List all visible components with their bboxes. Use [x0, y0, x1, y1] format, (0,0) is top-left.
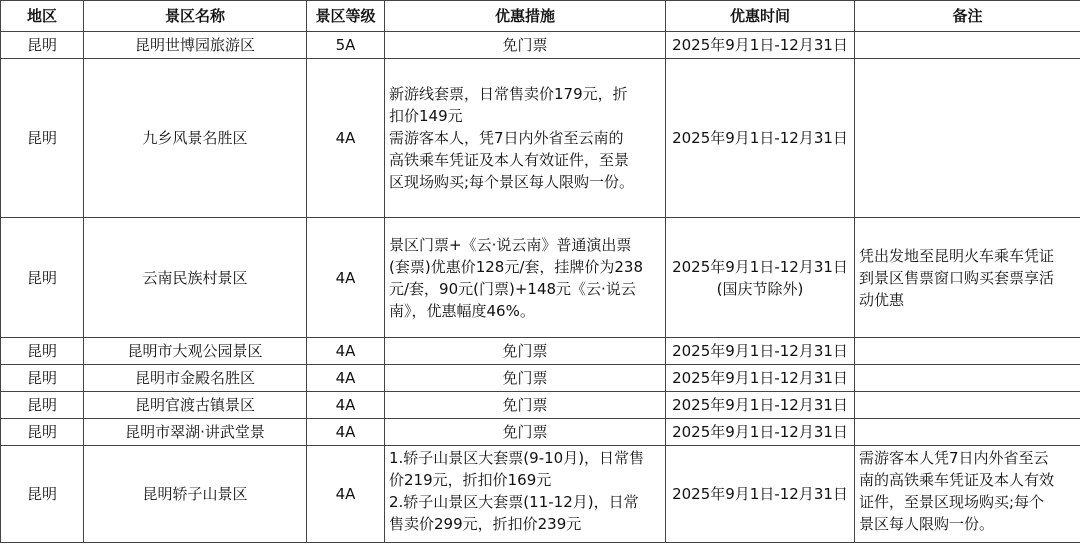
cell-time: [666, 446, 855, 543]
table-row: [1, 32, 1080, 59]
cell-offer: [385, 59, 666, 218]
offer-line: (套票)优惠价128元/套，挂牌价为238: [389, 257, 644, 276]
time-line: 2025年9月1日-12月31日: [672, 369, 848, 387]
cell-time: [666, 419, 855, 446]
time-line: 2025年9月1日-12月31日: [672, 257, 848, 276]
time-line: 2025年9月1日-12月31日: [672, 423, 848, 441]
cell-scenic-name: 昆明市金殿名胜区: [84, 365, 307, 392]
cell-scenic-name: 昆明市翠湖·讲武堂景: [84, 419, 307, 446]
table-row: [1, 419, 1080, 446]
table-row: [1, 392, 1080, 419]
header-level: 景区等级: [307, 1, 385, 32]
time-line: 2025年9月1日-12月31日: [672, 342, 848, 360]
cell-region: 昆明: [1, 365, 84, 392]
note-line: 凭出发地至昆明火车乘车凭证: [859, 246, 1055, 265]
cell-offer: [385, 32, 666, 59]
offer-line: 元/套，90元(门票)+148元《云·说云: [389, 279, 636, 298]
offer-line: 免门票: [502, 36, 548, 54]
header-note: 备注: [855, 1, 1080, 32]
table-row: [1, 59, 1080, 218]
cell-region: 昆明: [1, 338, 84, 365]
table-row: [1, 446, 1080, 543]
cell-note: [855, 392, 1080, 419]
cell-scenic-name: 昆明官渡古镇景区: [84, 392, 307, 419]
header-region: 地区: [1, 1, 84, 32]
time-line: 2025年9月1日-12月31日: [672, 485, 848, 503]
note-line: 需游客本人凭7日内外省至云: [859, 449, 1049, 467]
note-line: 到景区售票窗口购买套票享活: [859, 268, 1055, 287]
table-header-row: [1, 1, 1080, 32]
cell-level: 4A: [307, 218, 385, 338]
cell-region: 昆明: [1, 446, 84, 543]
cell-offer: [385, 419, 666, 446]
cell-note: [855, 32, 1080, 59]
cell-level: 4A: [307, 59, 385, 218]
offer-line: 售卖价299元，折扣价239元: [389, 515, 582, 533]
offer-line: 扣价149元: [389, 107, 463, 125]
offer-line: 景区门票+《云·说云南》普通演出票: [389, 235, 632, 254]
note-line: 南的高铁乘车凭证及本人有效: [859, 471, 1055, 489]
cell-scenic-name: 云南民族村景区: [84, 218, 307, 338]
time-line: 2025年9月1日-12月31日: [672, 129, 848, 147]
time-line: 2025年9月1日-12月31日: [672, 36, 848, 54]
cell-time: [666, 392, 855, 419]
offer-line: 免门票: [502, 369, 548, 387]
cell-level: 4A: [307, 338, 385, 365]
offer-line: 1.轿子山景区大套票(9-10月)，日常售: [389, 449, 645, 467]
cell-offer: [385, 392, 666, 419]
header-scenic-name: 景区名称: [84, 1, 307, 32]
cell-note: [855, 218, 1080, 338]
header-time: 优惠时间: [666, 1, 855, 32]
cell-offer: [385, 446, 666, 543]
cell-note: [855, 338, 1080, 365]
cell-offer: [385, 218, 666, 338]
cell-region: 昆明: [1, 59, 84, 218]
header-offer: 优惠措施: [385, 1, 666, 32]
offer-line: 新游线套票，日常售卖价179元，折: [389, 85, 628, 103]
cell-time: [666, 32, 855, 59]
cell-time: [666, 218, 855, 338]
offer-line: 2.轿子山景区大套票(11-12月)，日常: [389, 493, 639, 511]
cell-offer: [385, 365, 666, 392]
cell-region: 昆明: [1, 392, 84, 419]
cell-note: [855, 365, 1080, 392]
offer-line: 区现场购买;每个景区每人限购一份。: [389, 173, 635, 191]
offer-line: 需游客本人，凭7日内外省至云南的: [389, 129, 624, 147]
cell-level: 4A: [307, 392, 385, 419]
cell-level: 4A: [307, 365, 385, 392]
note-line: 动优惠: [859, 290, 905, 309]
offer-line: 高铁乘车凭证及本人有效证件，至景: [389, 151, 630, 169]
offer-line: 免门票: [502, 396, 548, 414]
cell-region: 昆明: [1, 32, 84, 59]
cell-scenic-name: 昆明市大观公园景区: [84, 338, 307, 365]
cell-level: 4A: [307, 419, 385, 446]
table-row: [1, 365, 1080, 392]
table-row: [1, 338, 1080, 365]
offer-line: 价219元，折扣价169元: [389, 471, 552, 489]
cell-level: 5A: [307, 32, 385, 59]
cell-region: 昆明: [1, 218, 84, 338]
note-line: 景区每人限购一份。: [859, 515, 995, 533]
note-line: 证件，至景区现场购买;每个: [859, 493, 1045, 511]
cell-note: [855, 59, 1080, 218]
cell-time: [666, 365, 855, 392]
cell-region: 昆明: [1, 419, 84, 446]
cell-note: [855, 419, 1080, 446]
time-line: (国庆节除外): [716, 279, 804, 298]
cell-time: [666, 59, 855, 218]
cell-offer: [385, 338, 666, 365]
cell-scenic-name: 昆明世博园旅游区: [84, 32, 307, 59]
cell-scenic-name: 昆明轿子山景区: [84, 446, 307, 543]
cell-scenic-name: 九乡风景名胜区: [84, 59, 307, 218]
time-line: 2025年9月1日-12月31日: [672, 396, 848, 414]
offer-line: 南》，优惠幅度46%。: [389, 301, 535, 320]
offer-line: 免门票: [502, 342, 548, 360]
cell-note: [855, 446, 1080, 543]
offer-line: 免门票: [502, 423, 548, 441]
cell-time: [666, 338, 855, 365]
cell-level: 4A: [307, 446, 385, 543]
table-row: [1, 218, 1080, 338]
